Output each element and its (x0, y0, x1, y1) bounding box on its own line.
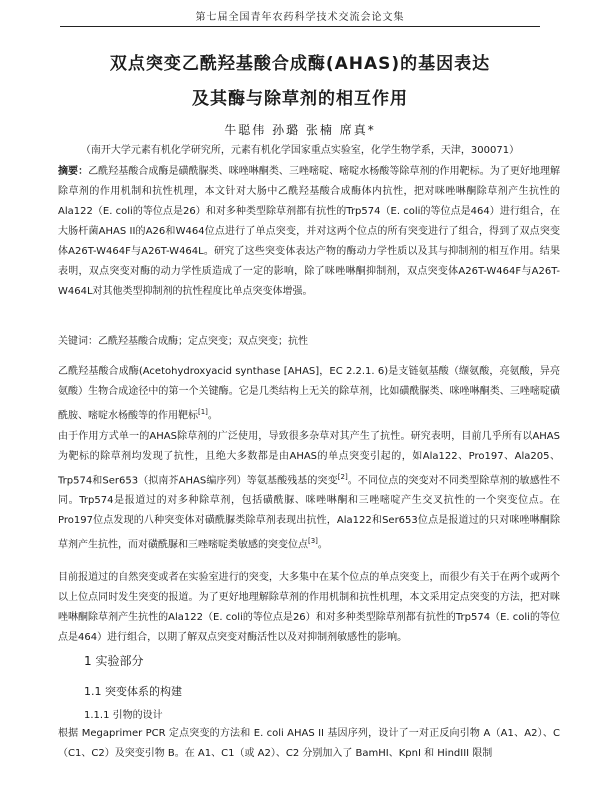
paragraph-text: 。 (317, 539, 328, 551)
keywords (58, 332, 560, 347)
abstract (58, 162, 560, 302)
abstract-label: 摘要： (58, 166, 89, 177)
citation: [3] (308, 537, 318, 546)
intro-paragraph-2 (58, 427, 560, 556)
intro-paragraph-3: 目前报道过的自然突变或者在实验室进行的突变，大多集中在某个位点的单点突变上，而很少有关于在两个或两个以上位点同时发生突变的报道。为了更好地理解除草剂的作用机制和抗性机理，本文采用定点突变的方法，把对咪唑啉酮除草剂产生抗性的Ala122（E. coli的等位点是26）和对多种类型除草剂都有抗性的Trp574（E. coli的等位点是464）进行组合，以期了解双点突变对酶活性以及对抑制剂敏感性的影响。 (58, 572, 560, 643)
subsubsection-heading: 1.1.1 引物的设计 (84, 710, 163, 721)
section-heading: 1 实验部分 (84, 654, 144, 668)
intro-paragraph-1 (58, 362, 560, 426)
citation: [2] (337, 473, 348, 481)
affiliation: （南开大学元素有机化学研究所，元素有机化学国家重点实验室，化学生物学系，天津，300071） (80, 145, 520, 156)
paragraph-text: 。不同位点的突变对不同类型除草剂的敏感性不同。Trp574是报道过的对多种除草剂，包括磺酰脲、咪唑啉酮和三唑嘧啶产生交叉抗性的一个突变位点。在Pro197位点发现的八种突变体对磺酰脲类除草剂表现出抗性，Ala122和Ser653位点是报道过的只对咪唑啉酮除草剂产生抗性，而对磺酰脲和三唑嘧啶类敏感的突变位点 (58, 475, 561, 551)
methods-paragraph: 根据 Megaprimer PCR 定点突变的方法和 E. coli AHAS II 基因序列，设计了一对正反向引物 A（A1、A2）、C（C1、C2）及突变引物 B。在 A1、C1（或 A2）、C2 分别加入了 BamHI、KpnI 和 HindIII 限制 (58, 728, 560, 759)
subsection-heading: 1.1 突变体系的构建 (84, 685, 182, 698)
keywords-label: 关键词： (58, 336, 98, 347)
running-header: 第七届全国青年农药科学技术交流会论文集 (60, 8, 540, 27)
author-list: 牛聪伟 孙璐 张楠 席真* (224, 123, 376, 137)
abstract-text: 乙酰羟基酸合成酶是磺酰脲类、咪唑啉酮类、三唑嘧啶、嘧啶水杨酸等除草剂的作用靶标。为了更好地理解除草剂的作用机制和抗性机理，本文针对大肠中乙酰羟基酸合成酶体内抗性，把对咪唑啉酮除草剂产生抗性的Ala122（E. coli的等位点是26）和对多种类型除草剂都有抗性的Trp574（E. coli的等位点是464）进行组合，在大肠杆菌AHAS II的A26和W464位点进行了单点突变，并对这两个位点的所有突变进行了组合，得到了双点突变体A26T-W464F与A26T-W464L。研究了这些突变体表达产物的酶动力学性质以及其与抑制剂的相互作用。结果表明，双点突变对酶的动力学性质造成了一定的影响，除了咪唑啉酮抑制剂，双点突变体A26T-W464F与A26T-W464L对其他类型抑制剂的抗性程度比单点突变体增强。 (58, 166, 561, 297)
paragraph-text: 乙酰羟基酸合成酶(Acetohydroxyacid synthase [AHAS]，EC 2.2.1. 6)是支链氨基酸（缬氨酸，亮氨酸，异亮氨酸）生物合成途径中的第一个关键酶。它是几类结构上无关的除草剂，比如磺酰脲类、咪唑啉酮类、三唑嘧啶磺酰胺、嘧啶水杨酸等的作用靶标 (58, 366, 560, 422)
paper-title-line-2: 及其酶与除草剂的相互作用 (192, 89, 408, 109)
keywords-text: 乙酰羟基酸合成酶；定点突变；双点突变；抗性 (98, 336, 308, 347)
paragraph-text: 由于作用方式单一的AHAS除草剂的广泛使用，导致很多杂草对其产生了抗性。研究表明，目前几乎所有以AHAS为靶标的除草剂均发现了抗性，且绝大多数都是由AHAS的单点突变引起的，如Ala122、Pro197、Ala205、Trp574和Ser653（拟南芥AHAS编序列）等氨基酸残基的突变 (58, 431, 560, 487)
paragraph-text: 。 (207, 410, 218, 422)
paper-title-line-1: 双点突变乙酰羟基酸合成酶(AHAS)的基因表达 (109, 54, 491, 74)
citation: [1] (198, 408, 208, 416)
